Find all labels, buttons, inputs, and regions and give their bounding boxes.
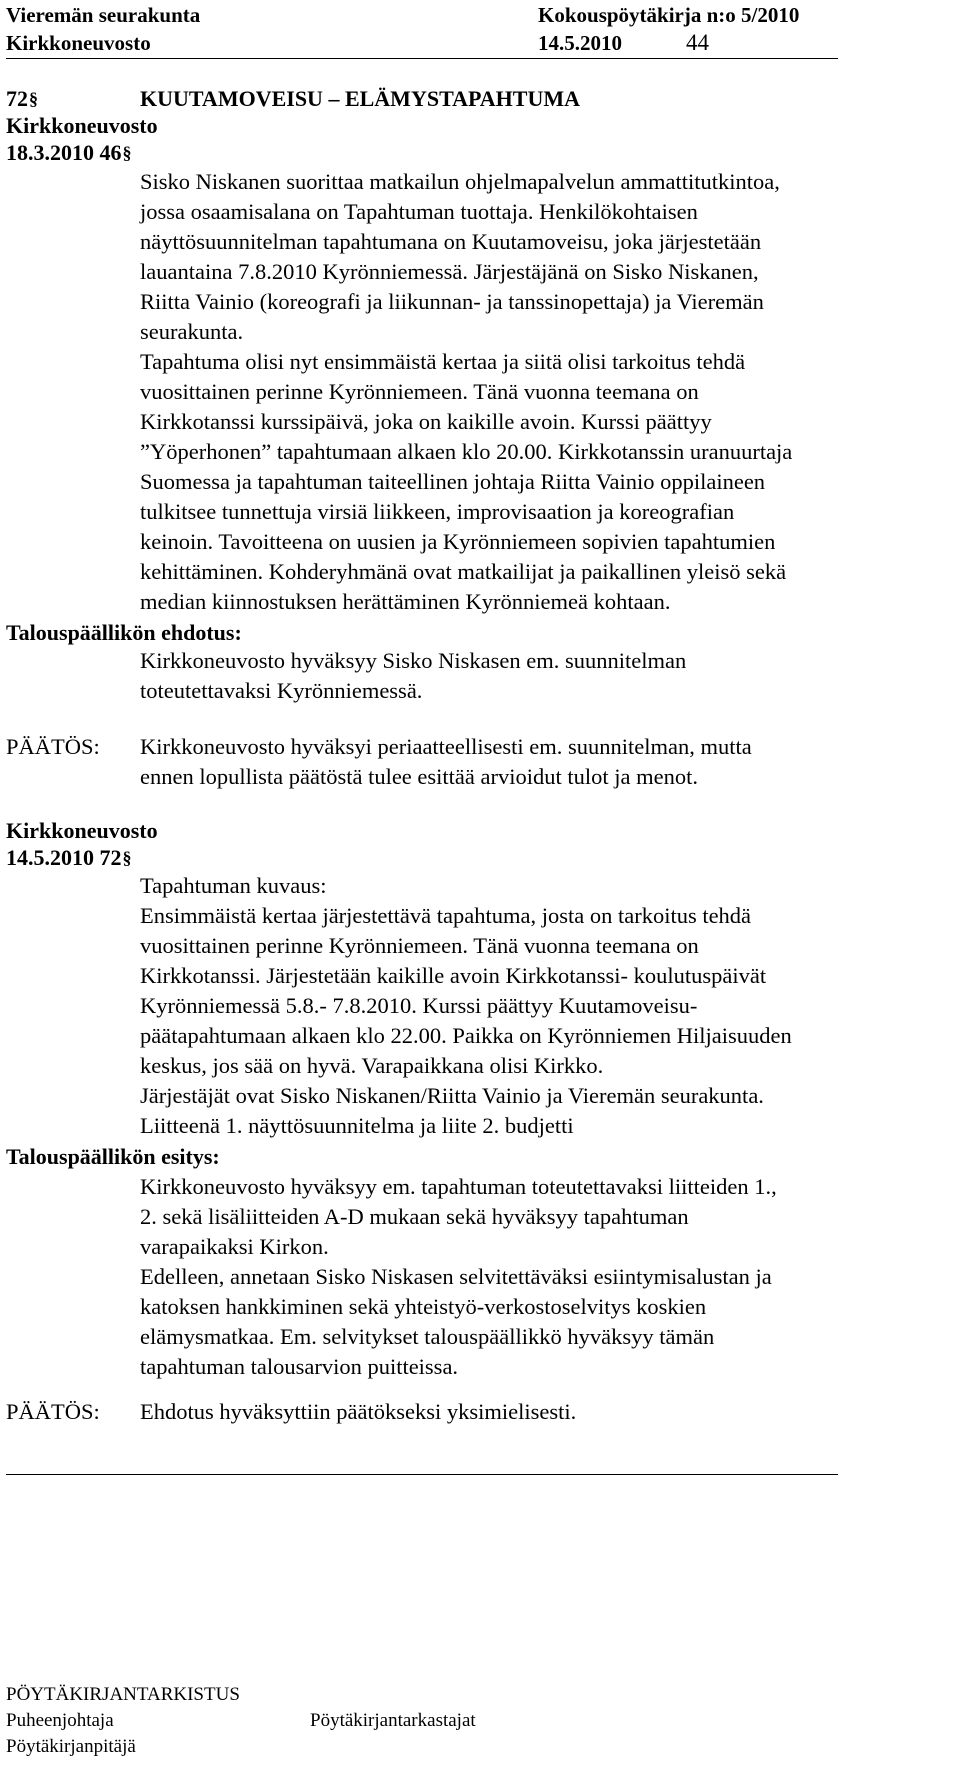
footer-rule xyxy=(6,1474,838,1475)
text-line: Ensimmäistä kertaa järjestettävä tapahtuma, josta on tarkoitus tehdä xyxy=(140,903,752,928)
current-proposal-label: Talouspäällikön esitys: xyxy=(6,1144,220,1169)
footer-checkers-label: Pöytäkirjantarkastajat xyxy=(310,1710,476,1731)
prior-proposal-label: Talouspäällikön ehdotus: xyxy=(6,620,242,645)
text-line: Suomessa ja tapahtuman taiteellinen johtaja Riitta Vainio oppilaineen xyxy=(140,469,766,494)
item-number: 72§ xyxy=(6,86,38,111)
text-line: Tapahtuma olisi nyt ensimmäistä kertaa ja siitä olisi tarkoitus tehdä xyxy=(140,349,746,374)
text-line: Kirkkoneuvosto hyväksyy em. tapahtuman toteutettavaksi liitteiden 1., xyxy=(140,1174,777,1199)
text-line: lauantaina 7.8.2010 Kyrönniemessä. Järjestäjänä on Sisko Niskanen, xyxy=(140,259,759,284)
prior-proposal-text xyxy=(140,646,686,706)
header-body-name: Kirkkoneuvosto xyxy=(6,31,151,55)
text-line: Kirkkoneuvosto hyväksyi periaatteellisesti em. suunnitelman, mutta xyxy=(140,734,752,759)
text-line: seurakunta. xyxy=(140,319,244,344)
current-reference: 14.5.2010 72§ xyxy=(6,845,132,870)
footer-secretary-label: Pöytäkirjanpitäjä xyxy=(6,1736,136,1757)
text-line: päätapahtumaan alkaen klo 22.00. Paikka on Kyrönniemen Hiljaisuuden xyxy=(140,1023,792,1048)
footer-archive-label: PÖYTÄKIRJANTARKISTUS xyxy=(6,1684,240,1705)
text-line: vuosittainen perinne Kyrönniemeen. Tänä vuonna teemana on xyxy=(140,933,699,958)
page-number: 44 xyxy=(686,30,709,55)
document-title: Kokouspöytäkirja n:o 5/2010 xyxy=(538,3,800,27)
text-line: tulkitsee tunnettuja virsiä liikkeen, improvisaation ja koreografian xyxy=(140,499,735,524)
text-line: vuosittainen perinne Kyrönniemeen. Tänä vuonna teemana on xyxy=(140,379,699,404)
current-decision-text: Ehdotus hyväksyttiin päätökseksi yksimielisesti. xyxy=(140,1399,577,1424)
text-line: Järjestäjät ovat Sisko Niskanen/Riitta Vainio ja Vieremän seurakunta. xyxy=(140,1083,764,1108)
text-line: Edelleen, annetaan Sisko Niskasen selvitettäväksi esiintymisalustan ja xyxy=(140,1264,772,1289)
text-line: keskus, jos sää on hyvä. Varapaikkana olisi Kirkko. xyxy=(140,1053,604,1078)
current-proposal-text xyxy=(140,1172,777,1382)
text-line: median kiinnostuksen herättäminen Kyrönniemeä kohtaan. xyxy=(140,589,671,614)
text-line: 2. sekä lisäliitteiden A-D mukaan sekä hyväksyy tapahtuman xyxy=(140,1204,689,1229)
text-line: Liitteenä 1. näyttösuunnitelma ja liite 2. budjetti xyxy=(140,1113,574,1138)
prior-decision-text xyxy=(140,732,752,792)
text-line: jossa osaamisalana on Tapahtuman tuottaja. Henkilökohtaisen xyxy=(140,199,698,224)
current-body-name: Kirkkoneuvosto xyxy=(6,818,158,843)
text-line: kehittäminen. Kohderyhmänä ovat matkailijat ja paikallinen yleisö sekä xyxy=(140,559,787,584)
header-rule xyxy=(6,58,838,59)
text-line: Kirkkotanssi. Järjestetään kaikille avoin Kirkkotanssi- koulutuspäivät xyxy=(140,963,767,988)
current-decision-label: PÄÄTÖS: xyxy=(6,1399,100,1424)
text-line: keinoin. Tavoitteena on uusien ja Kyrönniemeen sopivien tapahtumien xyxy=(140,529,776,554)
current-description-text xyxy=(140,871,792,1141)
text-line: Kyrönniemessä 5.8.- 7.8.2010. Kurssi päättyy Kuutamoveisu- xyxy=(140,993,698,1018)
text-line: Kirkkoneuvosto hyväksyy Sisko Niskasen em. suunnitelman xyxy=(140,648,687,673)
text-line: elämysmatkaa. Em. selvitykset talouspäällikkö hyväksyy tämän xyxy=(140,1324,715,1349)
text-line: Tapahtuman kuvaus: xyxy=(140,873,327,898)
organization-name: Vieremän seurakunta xyxy=(6,3,201,27)
text-line: Riitta Vainio (koreografi ja liikunnan- ja tanssinopettaja) ja Vieremän xyxy=(140,289,764,314)
text-line: Kirkkotanssi kurssipäivä, joka on kaikille avoin. Kurssi päättyy xyxy=(140,409,712,434)
text-line: ”Yöperhonen” tapahtumaan alkaen klo 20.00. Kirkkotanssin uranuurtaja xyxy=(140,439,793,464)
text-line: katoksen hankkiminen sekä yhteistyö-verkostoselvitys koskien xyxy=(140,1294,707,1319)
text-line: näyttösuunnitelman tapahtumana on Kuutamoveisu, joka järjestetään xyxy=(140,229,762,254)
text-line: tapahtuman talousarvion puitteissa. xyxy=(140,1354,459,1379)
header-date: 14.5.2010 xyxy=(538,31,622,55)
text-line: ennen lopullista päätöstä tulee esittää arvioidut tulot ja menot. xyxy=(140,764,698,789)
prior-reference: 18.3.2010 46§ xyxy=(6,140,132,165)
text-line: varapaikaksi Kirkon. xyxy=(140,1234,329,1259)
footer-chair-label: Puheenjohtaja xyxy=(6,1710,114,1731)
item-title: KUUTAMOVEISU – ELÄMYSTAPAHTUMA xyxy=(140,86,581,111)
prior-decision-label: PÄÄTÖS: xyxy=(6,734,100,759)
text-line: toteutettavaksi Kyrönniemessä. xyxy=(140,678,423,703)
prior-body-name: Kirkkoneuvosto xyxy=(6,113,158,138)
text-line: Sisko Niskanen suorittaa matkailun ohjelmapalvelun ammattitutkintoa, xyxy=(140,169,780,194)
prior-background-text xyxy=(140,167,792,617)
